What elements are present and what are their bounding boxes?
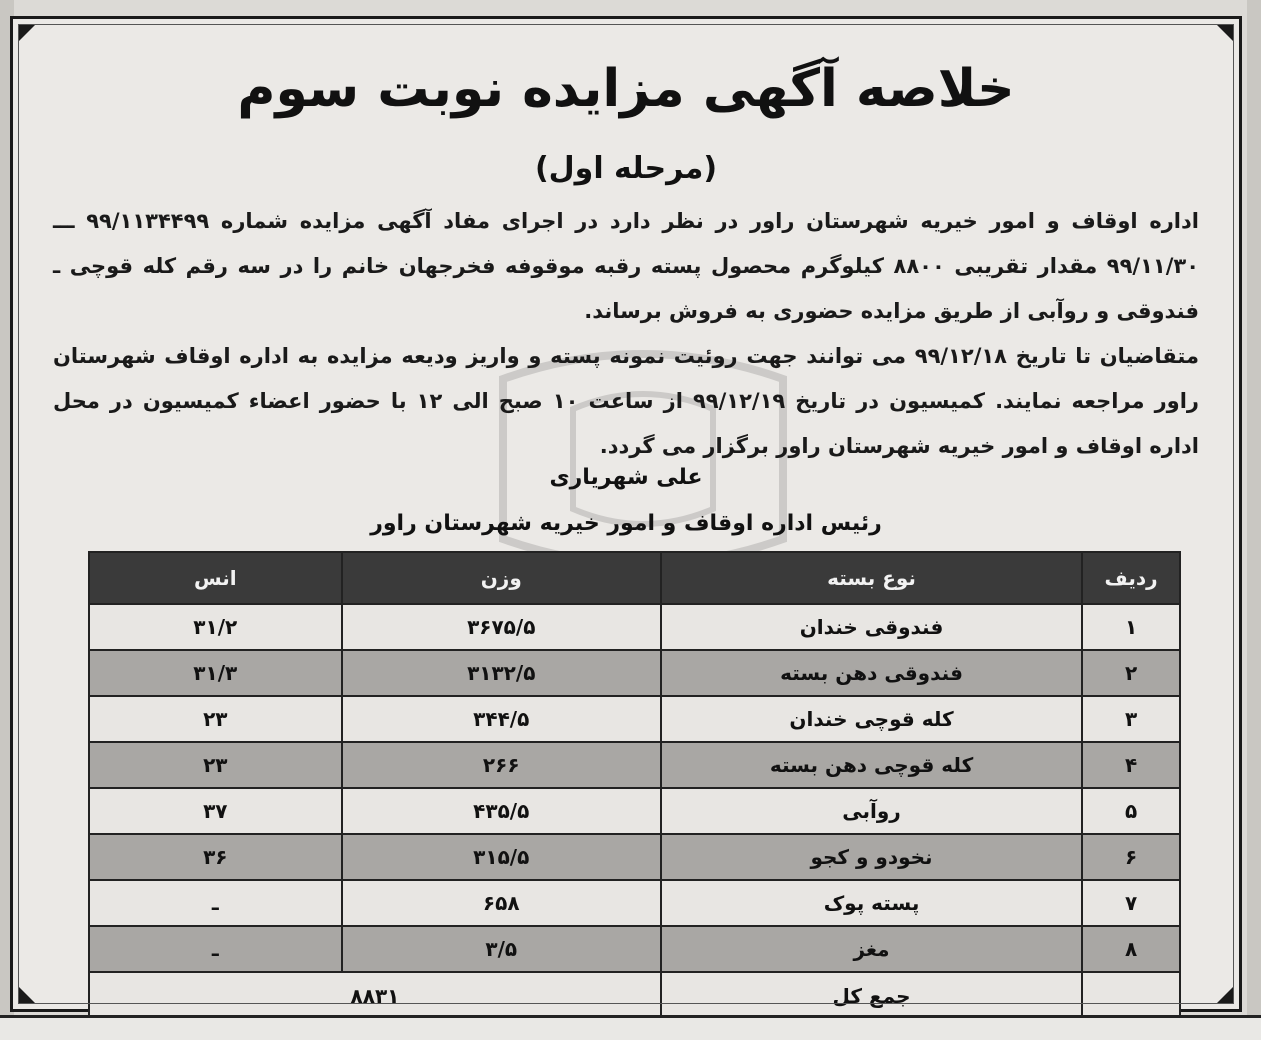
cell-ounce: ۳۱/۳ bbox=[89, 650, 342, 696]
body-paragraph: متقاضیان تا تاریخ ۹۹/۱۲/۱۸ می توانند جهت روئیت نمونه پسته و واریز ودیعه مزایده به اداره اوقاف شهرستان راور مراجعه نمایند. کمیسیون در تاریخ ۹۹/۱۲/۱۹ از ساعت ۱۰ صبح الی ۱۲ با حضور اعضاء کمیسیون در محل اداره اوقاف و امور خیریه شهرستان راور برگزار می گردد. bbox=[53, 344, 1200, 458]
header-ounce: انس bbox=[89, 552, 342, 604]
announcement-frame bbox=[10, 16, 1242, 1012]
cell-package-type: پسته پوک bbox=[661, 880, 1082, 926]
cell-ounce: ۳۷ bbox=[89, 788, 342, 834]
background-strip-right bbox=[1247, 0, 1261, 1040]
body-paragraph: اداره اوقاف و امور خیریه شهرستان راور در نظر دارد در اجرای مفاد آگهی مزایده شماره ۹۹/۱۱۳۴۴۹۹ ـــ ۹۹/۱۱/۳۰ مقدار تقریبی ۸۸۰۰ کیلوگرم محصول پسته رقبه موقوفه فخرجهان خانم را در سه رقم کله قوچی ـ فندوقی و روآبی از طریق مزایده حضوری به فروش برساند. bbox=[53, 209, 1200, 323]
cell-package-type: فندوقی دهن بسته bbox=[661, 650, 1082, 696]
cell-ounce: ـ bbox=[89, 926, 342, 972]
corner-ornament bbox=[19, 987, 35, 1003]
cell-weight: ۳۱۳۲/۵ bbox=[342, 650, 661, 696]
cell-package-type: فندوقی خندان bbox=[661, 604, 1082, 650]
cell-ounce: ۳۶ bbox=[89, 834, 342, 880]
cell-weight: ۴۳۵/۵ bbox=[342, 788, 661, 834]
cell-row-number: ۱ bbox=[1082, 604, 1180, 650]
signer-title: رئیس اداره اوقاف و امور خیریه شهرستان راور bbox=[370, 511, 882, 536]
cell-row-number: ۶ bbox=[1082, 834, 1180, 880]
table-row bbox=[89, 696, 1180, 742]
cell-weight: ۶۵۸ bbox=[342, 880, 661, 926]
corner-ornament bbox=[1217, 25, 1233, 41]
total-label: جمع کل bbox=[661, 972, 1082, 1020]
notice-title: خلاصه آگهی مزایده نوبت سوم bbox=[237, 59, 1015, 119]
cell-blank bbox=[1082, 972, 1180, 1020]
next-notice-edge bbox=[0, 1015, 1261, 1040]
table-row bbox=[89, 788, 1180, 834]
cell-package-type: کله قوچی دهن بسته bbox=[661, 742, 1082, 788]
cell-ounce: ۲۳ bbox=[89, 742, 342, 788]
signer-name: علی شهریاری bbox=[549, 465, 703, 490]
cell-package-type: مغز bbox=[661, 926, 1082, 972]
table-row bbox=[89, 880, 1180, 926]
table-total-row bbox=[89, 972, 1180, 1020]
lots-table bbox=[88, 551, 1181, 1021]
cell-row-number: ۸ bbox=[1082, 926, 1180, 972]
cell-ounce: ۲۳ bbox=[89, 696, 342, 742]
cell-row-number: ۲ bbox=[1082, 650, 1180, 696]
cell-row-number: ۳ bbox=[1082, 696, 1180, 742]
total-value: ۸۸۳۱ bbox=[89, 972, 661, 1020]
header-weight: وزن bbox=[342, 552, 661, 604]
cell-weight: ۳۴۴/۵ bbox=[342, 696, 661, 742]
cell-package-type: نخودو و کجو bbox=[661, 834, 1082, 880]
table-row bbox=[89, 742, 1180, 788]
table-row bbox=[89, 650, 1180, 696]
cell-row-number: ۵ bbox=[1082, 788, 1180, 834]
cell-ounce: ـ bbox=[89, 880, 342, 926]
table-row bbox=[89, 604, 1180, 650]
table-header-row bbox=[89, 552, 1180, 604]
header-package-type: نوع بسته bbox=[661, 552, 1082, 604]
cell-weight: ۳۱۵/۵ bbox=[342, 834, 661, 880]
cell-row-number: ۷ bbox=[1082, 880, 1180, 926]
lots-table-container bbox=[88, 551, 1181, 1021]
cell-weight: ۳/۵ bbox=[342, 926, 661, 972]
corner-ornament bbox=[1217, 987, 1233, 1003]
cell-ounce: ۳۱/۲ bbox=[89, 604, 342, 650]
notice-body bbox=[53, 199, 1199, 469]
notice-subtitle: (مرحله اول) bbox=[534, 151, 718, 186]
table-row bbox=[89, 834, 1180, 880]
header-row-number: ردیف bbox=[1082, 552, 1180, 604]
cell-package-type: روآبی bbox=[661, 788, 1082, 834]
cell-package-type: کله قوچی خندان bbox=[661, 696, 1082, 742]
table-row bbox=[89, 926, 1180, 972]
cell-row-number: ۴ bbox=[1082, 742, 1180, 788]
cell-weight: ۳۶۷۵/۵ bbox=[342, 604, 661, 650]
corner-ornament bbox=[19, 25, 35, 41]
cell-weight: ۲۶۶ bbox=[342, 742, 661, 788]
